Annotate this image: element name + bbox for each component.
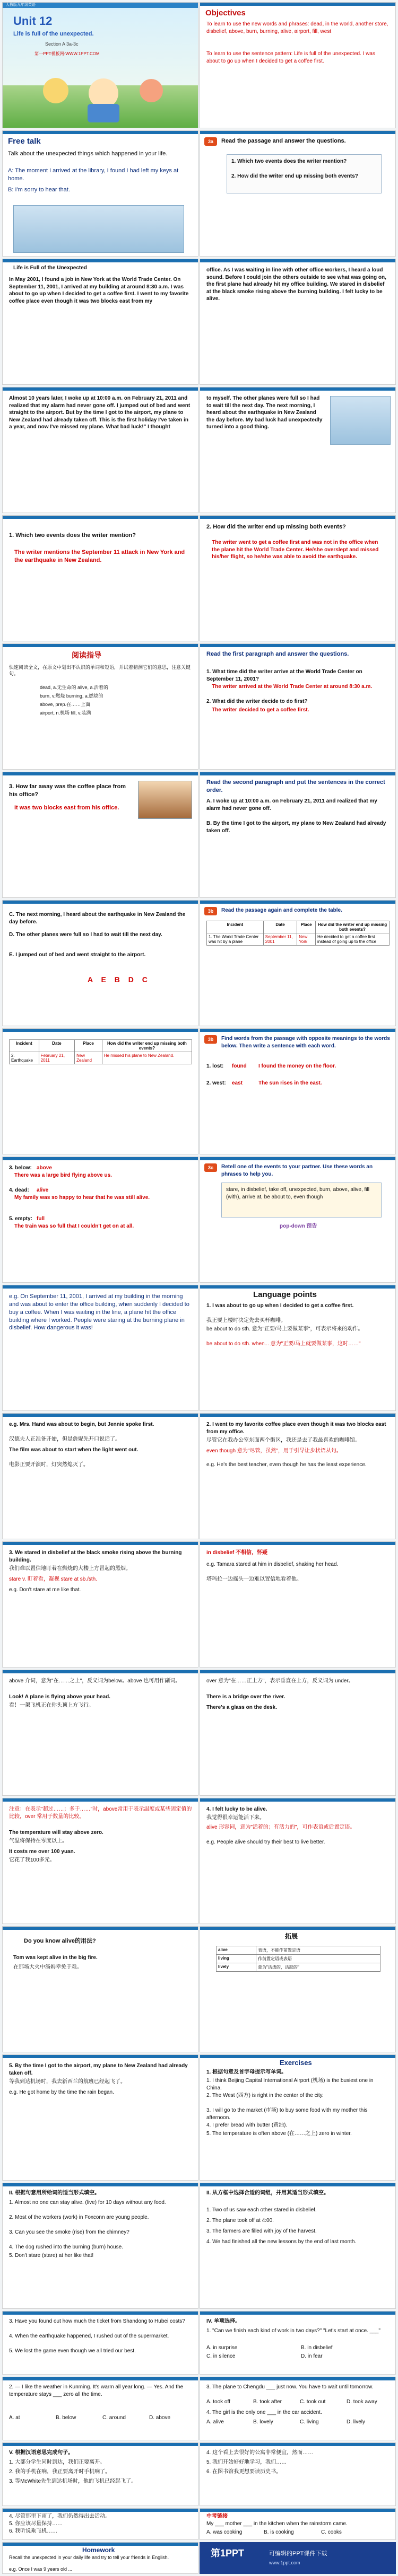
unit-subtitle: Life is full of the unexpected. [13,31,94,37]
ordering-slide [200,772,396,898]
choice-option: A. took off [206,2399,230,2405]
ordering-slide-2 [2,900,198,1026]
by-the-time-slide [2,2054,198,2181]
choice-option: B. below [56,2415,76,2421]
passage-text-3: Almost 10 years later, I woke up at 10:00 a.m. on February 21, 2011 and realized that my alarm had never gone off. I jumped out of bed and went straight to the airport. But by the time I got to the airport, my plane to New Zealand had already taken off. This is the first holiday I've taken in a year, and now I've missed my plane. What bad luck!" I thought [9,395,191,430]
passage-slide-1 [2,259,198,385]
exercise-item: 4. The dog rushed into the burning (burn) house. [9,2244,123,2250]
reading-guide-slide [2,643,198,770]
lp3-sentence: 3. We stared in disbelief at the black smoke rising above the burning building. [9,1550,182,1563]
step-tag: 3a [204,137,217,146]
answer-1: The writer mentions the September 11 attack in New York and the earthquake in New Zealand. [14,549,185,563]
exercise-item: 4. We had finished all the new lessons by the end of last month. [206,2239,357,2245]
dialogue-a: A: The moment I arrived at the library, I found I had left my keys at home. [8,167,179,182]
events-table [206,921,390,946]
opposite-sentence-1: I found the money on the floor. [258,1063,336,1069]
table-row [217,1946,380,1955]
expand-slide [200,1926,396,2052]
phrase-fill-slide [200,2183,396,2309]
opposite-label-2: 2. west: [206,1080,226,1086]
table-cell: 1. The World Trade Center was hit by a plane [207,933,264,946]
choice-slide-3 [200,2377,396,2440]
exam-option: B. is cooking [264,2529,294,2535]
lp5-example: e.g. He got home by the time the rain began. [9,2089,114,2095]
alive-usage-slide [2,1926,198,2052]
exam-question: My ___ mother ___ in the kitchen when the rainstorm came. [206,2521,348,2527]
answer-slide-1 [2,515,198,641]
choice-option: B. in disbelief [301,2345,333,2351]
opposite-answer-4: alive [37,1187,49,1193]
disbelief-slide [200,1541,396,1668]
over-note: over 意为"在……正上方"，表示垂直在上方，反义词为 under。 [206,1678,354,1684]
free-talk-slide [2,130,198,257]
table-cell: September 11, 2001 [263,933,297,946]
example-slide-1 [2,1413,198,1539]
word-form-slide [2,2183,198,2309]
exercise-item: 3. I will go to the market (市场) to buy some food with my mother this afternoon. [206,2107,368,2121]
compare-example-2: It costs me over 100 yuan. [9,1849,75,1855]
phrase-fill-heading: II. 从方框中选择合适的词组，并用其适当形式填空。 [206,2190,330,2196]
opposite-sentence-2: The sun rises in the east. [258,1080,322,1086]
opposite-sentence-3: There was a large bird flying above us. [14,1172,112,1178]
lp2-chinese: 尽管它在我办公室东面两个街区，我还是去了我最喜欢的咖啡馆。 [206,1437,360,1443]
choice-option: D. took away [347,2399,377,2405]
question-2: 2. How did the writer end up missing both events? [231,173,358,179]
retell-slide [200,1157,396,1283]
example-1: e.g. Mrs. Hand was about to begin, but Jennie spoke first. [9,1422,154,1427]
opposites-slide-2 [2,1157,198,1283]
lp3-example: e.g. Don't stare at me like that. [9,1587,81,1593]
brand-logo: 第1PPT [211,2548,245,2559]
vocab-1: dead, a.无生命的 alive, a.活着的 [40,685,109,690]
language-points-slide [200,1285,396,1411]
table-cell: He decided to get a coffee first instead of going up to the office [316,933,390,946]
above-example-cn: 看！一架飞机正在你头顶上方飞行。 [9,1702,94,1708]
choice-option: C. took out [300,2399,326,2405]
retell-heading: Retell one of the events to your partner. Use these words an phrases to help you. [221,1164,373,1177]
homework-example: e.g. Once I was 9 years old ... [9,2566,73,2572]
answer-question-2: 2. How did the writer end up missing both events? [206,524,346,530]
question-1: 1. Which two events does the writer mention? [231,158,347,164]
lp2-sentence: 2. I went to my favorite coffee place even though it was two blocks east from my office. [206,1422,386,1435]
p1-question-2: 2. What did the writer decide to do first? [206,699,308,704]
title-slide [2,2,198,128]
translation-item: 1. 大部分学生同时到达，我们正要离开。 [9,2459,106,2465]
opposite-answer-5: full [37,1216,45,1222]
homework-slide [2,2542,198,2574]
choice-option: C. living [300,2419,319,2425]
compare-example-1-cn: 气温将保持在零度以上。 [9,1838,67,1844]
translation-item: 2. 我的手机在响，我正要离开时手机响了。 [9,2469,111,2475]
exercise-item: 3. Have you found out how much the ticket from Shandong to Hubei costs? [9,2318,185,2324]
exercise-item: 5. We lost the game even though we all tried our best. [9,2348,136,2354]
exercise-item: 1. Two of us saw each other stared in disbelief. [206,2207,317,2213]
retell-tag: pop-down 预告 [280,1223,317,1229]
lp1-note-a: be about to do sth. 意为"正要/马上要做某事"，可表示将来的动作。 [206,1326,364,1332]
step-tag-3b: 3b [204,907,217,915]
opposite-label-1: 1. lost: [206,1063,224,1069]
table-cell: 意为"活泼的，活跃的" [256,1963,380,1972]
exercise-item: 3. The farmers are filled with joy of the harvest. [206,2228,317,2234]
exam-heading: 中考链接 [206,2513,228,2519]
retell-example: e.g. On September 11, 2001, I arrived at my building in the morning and was about to enter the office building, when suddenly I decided to buy a coffee. When I was waiting in the line, a plane hit the office building where I worked. People were staring at the burning plane in disbelief. How dangerous it was! [9,1293,189,1331]
brand-site: www.1ppt.com [269,2560,300,2565]
example-1-cn: 汉德夫人正准备开始，但是詹妮先开口说话了。 [9,1436,120,1442]
coffee-question: 3. How far away was the coffee place from his office? [9,783,126,798]
translation-item: 4. 这个看上去很好的公寓非常便宜，然而…… [206,2450,314,2456]
opposites-heading: Find words from the passage with opposite meanings to the words below. Then write a sentence with each word. [221,1036,390,1049]
translation-item: 6. 在图书馆我更想要读历史书。 [206,2469,282,2475]
table-cell: 2. Earthquake [10,1052,39,1064]
translation-slide-2 [200,2442,396,2506]
vocab-3: above, prep.在……上面 [40,702,91,707]
translation-item: 5. 你应该尽量保持…… [9,2521,63,2527]
stare-slide [2,1541,198,1668]
choice-option: A. in surprise [206,2345,238,2351]
lp3-chinese: 我们难以置信地盯着在燃烧的大楼上方冒起的黑烟。 [9,1566,131,1572]
exercise-item: 1. Almost no one can stay alive. (live) for 10 days without any food. [9,2200,166,2206]
exercise-item: 2. The West (西方) is right in the center of the city. [206,2093,324,2098]
opposites-slide [200,1028,396,1154]
above-example: Look! A plane is flying above your head. [9,1694,110,1700]
publisher-line: 第一PPT模板网-WWW.1PPT.COM [34,51,100,56]
word-box [221,1183,382,1218]
order-item-b: B. By the time I got to the airport, my plane to New Zealand had already taken off. [206,821,386,834]
choice-question: 1. "Can we finish each kind of work in two days?" "Let's start at once. ___" [206,2328,380,2334]
disbelief-example-cn: 塔玛拉一边摇头一边难以置信地看着他。 [206,1576,302,1582]
brand-slogan: 可编辑的PPT课件下载 [269,2551,327,2557]
objectives-slide [200,2,396,128]
choice-option: C. around [102,2415,126,2421]
question-box [227,154,382,193]
lp4-chinese: 我觉得很幸运能活下来。 [206,1815,265,1821]
above-over-note-slide [2,1798,198,1924]
table-cell: New Zealand [75,1052,102,1064]
table-cell: New York [297,933,316,946]
table-cell: living [217,1955,256,1963]
choice-option: B. took after [253,2399,282,2405]
vocab-2: burn, v.燃烧 burning, a.燃烧的 [40,693,103,699]
translation-item: 6. 我听说乘飞机…… [9,2528,58,2534]
table-row [207,933,390,946]
dialogue-b: B: I'm sorry to hear that. [8,187,71,193]
answer-question-1: 1. Which two events does the writer mention? [9,532,136,539]
lp5-sentence: 5. By the time I got to the airport, my plane to New Zealand had already taken off. [9,2063,188,2076]
table-slide-2 [2,1028,198,1154]
step-tag-3b-2: 3b [204,1035,217,1044]
passage-slide-2 [200,259,396,385]
language-heading: Language points [253,1290,317,1299]
opposite-answer-1: found [232,1063,247,1069]
coffee-question-slide [2,772,198,898]
events-table-2 [9,1039,192,1064]
lp1-note-b: be about to do sth. when... 意为"正要/马上就要做某事，这时……" [206,1341,361,1347]
translation-item: 5. 我们开始好好地学习，我们…… [206,2459,287,2465]
course-label: 人教版九年级英语 [6,3,36,7]
exam-link-slide [200,2508,396,2540]
opposite-label-4: 4. dead: [9,1187,29,1193]
alive-usage-cn: 在那场大火中汤姆幸免于难。 [13,1964,82,1970]
table-header-how: How did the writer end up missing both events? [316,921,390,933]
opposite-answer-3: above [37,1165,52,1171]
passage-title: Life is Full of the Unexpected [13,265,87,271]
table-header-place: Place [75,1040,102,1052]
exercise-sub: 1. 根据句意及首字母提示写单词。 [206,2069,287,2075]
exam-option: A. was cooking [206,2529,243,2535]
compare-note: 注意：在表示"超过……；多于……"时，above常用于表示温度或某些固定值的比较，over 常用于数量的比较。 [9,1806,192,1820]
compare-example-2-cn: 它花了我100多元。 [9,1857,55,1863]
passage-slide-3 [2,387,198,513]
p1-answer-2: The writer decided to get a coffee first. [212,707,309,713]
opposite-sentence-4: My family was so happy to hear that he was still alive. [14,1195,150,1201]
over-slide [200,1670,396,1796]
homework-heading: Homework [82,2546,115,2554]
free-talk-heading: Free talk [8,137,41,146]
lp3-note: stare v. 盯着看，凝视 stare at sb./sth. [9,1576,97,1582]
table-header-incident: Incident [10,1040,39,1052]
table-row [217,1955,380,1963]
choice-question: 3. The plane to Chengdu ___ just now. You have to wait until tomorrow. [206,2384,374,2390]
over-example-2: There's a glass on the desk. [206,1705,277,1710]
lp1-sentence: 1. I was about to go up when I decided to get a coffee first. [206,1303,354,1309]
opposite-label-5: 5. empty: [9,1216,32,1222]
objectives-heading: Objectives [205,8,246,17]
coffee-answer: It was two blocks east from his office. [14,805,119,811]
exam-option: C. cooks [321,2529,342,2535]
opposite-label-3: 3. below: [9,1165,32,1171]
objective-2: To learn to use the sentence pattern: Life is full of the unexpected. I was about to go up when I decided to get a coffee first. [206,51,375,64]
retell-example-slide [2,1285,198,1411]
translation-heading: V. 根据汉语意思完成句子。 [9,2450,74,2456]
translation-item: 3. 等McWhite先生到达机场时，他的飞机已经起飞了。 [9,2478,137,2484]
p1-heading: Read the first paragraph and answer the questions. [206,651,349,657]
choice-slide-2 [2,2377,198,2440]
lp5-chinese: 等我到达机场时，我去新西兰的航班已经起飞了。 [9,2079,126,2085]
task-heading: Read the passage and answer the questions. [221,138,346,144]
translation-item: 4. 尽管那里下雨了，我们仍然得出去活动。 [9,2513,111,2519]
above-slide [2,1670,198,1796]
lp2-note: even though 意为"尽管，虽然"，用于引导让步状语从句。 [206,1448,342,1454]
vocab-4: airport, n.机场 fill, v.装满 [40,710,91,716]
exercise-item: 2. Most of the workers (work) in Foxconn are young people. [9,2215,149,2220]
passage-text-2: office. As I was waiting in line with other office workers, I heard a loud sound. Before I could join the others outside to see what was going on, the first plane had already hit my office building. We stared in disbelief at the black smoke rising above the burning building. I felt lucky to be alive. [206,267,386,302]
step-tag-3c: 3c [204,1163,217,1172]
exercise-item: 2. The plane took off at 4:00. [206,2218,274,2224]
table-heading: Read the passage again and complete the table. [221,907,342,913]
exercises-slide [200,2054,396,2181]
section-label: Section A 3a-3c [45,41,79,47]
expand-heading: 拓展 [285,1933,298,1940]
expand-table [216,1946,380,1972]
order-item-d: D. The other planes were full so I had to wait till the next day. [9,932,162,938]
answer-2: The writer went to get a coffee first and was not in the office when the plane hit the World Trade Center. He/she overslept and missed his/her flight, so he/she was able to avoid the earthquake. [212,540,379,560]
word-form-heading: II. 根据句意用所给词的适当形式填空。 [9,2190,100,2196]
passage-text-4: to myself. The other planes were full so I had to wait till the next day. The next morning, I heard about the earthquake in New Zealand the day before. My bad luck had unexpectedly turned into a good thing. [206,395,323,430]
passage-text-1: In May 2001, I found a job in New York at the World Trade Center. On September 11, 2001, I arrived at my building at around 8:30 a.m. I was about to go up when I decided to get a coffee first. I went to my favorite coffee place even though it was two blocks east from my [9,277,189,304]
lp4-example: e.g. People alive should try their best to live better. [206,1839,325,1845]
table-cell: He missed his plane to New Zealand. [102,1052,192,1064]
order-item-c: C. The next morning, I heard about the earthquake in New Zealand the day before. [9,912,186,925]
choice-option: A. at [9,2415,20,2421]
order-answer: A E B D C [88,975,151,984]
table-row [217,1963,380,1972]
skyline-photo [330,396,391,445]
lp2-example: e.g. He's the best teacher, even though he has the least experience. [206,1462,367,1468]
library-photo [13,205,184,253]
translation-slide-3 [2,2508,198,2540]
alive-usage-example: Tom was kept alive in the big fire. [13,1955,98,1961]
order-heading: Read the second paragraph and put the sentences in the correct order. [206,779,385,793]
table-header-date: Date [263,921,297,933]
above-note: above 介词，意为"在……之上"，反义词为below。above 也可用作副词。 [9,1678,181,1684]
reading-task-slide [200,130,396,257]
choice-option: B. lovely [253,2419,273,2425]
table-cell: 表语，不能作前置定语 [256,1946,380,1955]
order-item-a: A. I woke up at 10:00 a.m. on February 21, 2011 and realized that my alarm had never gone off. [206,798,377,811]
choice-question: 2. — I like the weather in Kunming. It's warm all year long. — Yes. And the temperature stays ___ zero all the time. [9,2384,184,2397]
choice-option: C. in silence [206,2353,236,2359]
table-cell: lively [217,1963,256,1972]
over-example-1: There is a bridge over the river. [206,1694,285,1700]
cartoon-illustration [24,64,183,122]
exercise-item: 1. I think Beijing Capital International Airport (机场) is the busiest one in China. [206,2078,374,2091]
table-header-place: Place [297,921,316,933]
disbelief-heading: in disbelief 不相信，怀疑 [206,1550,268,1556]
table-row [10,1052,192,1064]
guide-body: 快速阅读全文，在原文中划出不认识的单词和短语，并试着猜测它们的意思，注意关键句。 [9,665,191,677]
choice-option: D. lively [347,2419,366,2425]
lp4-sentence: 4. I felt lucky to be alive. [206,1806,267,1812]
even-though-slide [200,1413,396,1539]
table-cell: 作前置定语或表语 [256,1955,380,1963]
unit-title: Unit 12 [13,14,53,28]
alive-question: Do you know alive的用法? [24,1938,96,1944]
exercise-item: 3. Can you see the smoke (rise) from the chimney? [9,2229,129,2235]
exercises-heading: Exercises [280,2059,312,2067]
objective-1: To learn to use the new words and phrases: dead, in the world, another store, disbelief, above, burn, burning, alive, airport, fill, west [206,21,388,34]
table-cell: alive [217,1946,256,1955]
coffee-photo [138,781,192,819]
order-item-e: E. I jumped out of bed and went straight to the airport. [9,952,146,958]
exercise-item: 5. The temperature is often above (在……之上) zero in winter. [206,2131,352,2137]
table-header-how: How did the writer end up missing both events? [102,1040,192,1052]
choice-option: D. in fear [301,2353,323,2359]
retell-words: stare, in disbelief, take off, unexpected, burn, above, alive, fill (with), arrive at, be about to, even though [226,1187,369,1200]
exercise-item: 4. I prefer bread with butter (黄油). [206,2122,288,2128]
opposite-answer-2: east [232,1080,243,1086]
choice-question-2: 4. The girl is the only one ___ in the car accident. [206,2410,322,2415]
phrase-fill-slide-2 [2,2311,198,2375]
choice-slide [200,2311,396,2375]
exercise-item: 4. When the earthquake happened, I rushed out of the supermarket. [9,2333,169,2339]
compare-example-1: The temperature will stay above zero. [9,1830,103,1836]
table-slide [200,900,396,1026]
alive-slide [200,1798,396,1924]
table-header-incident: Incident [207,921,264,933]
opposite-sentence-5: The train was so full that I couldn't get on at all. [14,1223,134,1229]
example-2: The film was about to start when the light went out. [9,1447,139,1453]
guide-heading: 阅读指导 [72,651,101,659]
table-header-date: Date [39,1040,74,1052]
brand-slide [200,2542,396,2574]
free-talk-intro: Talk about the unexpected things which happened in your life. [8,151,168,157]
paragraph-one-slide [200,643,396,770]
table-cell: February 21, 2011 [39,1052,74,1064]
p1-question-1: 1. What time did the writer arrive at the World Trade Center on September 11, 2001? [206,669,362,682]
lp1-chinese: 我正要上楼时决定先去买杯咖啡。 [206,1318,286,1324]
choice-heading: IV. 单项选择。 [206,2318,241,2324]
translation-slide [2,2442,198,2506]
disbelief-example: e.g. Tamara stared at him in disbelief, shaking her head. [206,1562,339,1567]
p1-answer-1: The writer arrived at the World Trade Center at around 8:30 a.m. [212,684,373,690]
example-2-cn: 电影正要开演时，灯突然熄灭了。 [9,1462,89,1468]
lp4-note: alive 形容词，意为"活着的；有活力的"，可作表语或后置定语。 [206,1824,356,1830]
passage-slide-4 [200,387,396,513]
exercise-item: 5. Don't stare (stare) at her like that! [9,2253,94,2259]
choice-option: D. above [149,2415,171,2421]
choice-option: A. alive [206,2419,224,2425]
answer-slide-2 [200,515,396,641]
homework-body: Recall the unexpected in your daily life and try to tell your friends in English. [9,2555,169,2560]
